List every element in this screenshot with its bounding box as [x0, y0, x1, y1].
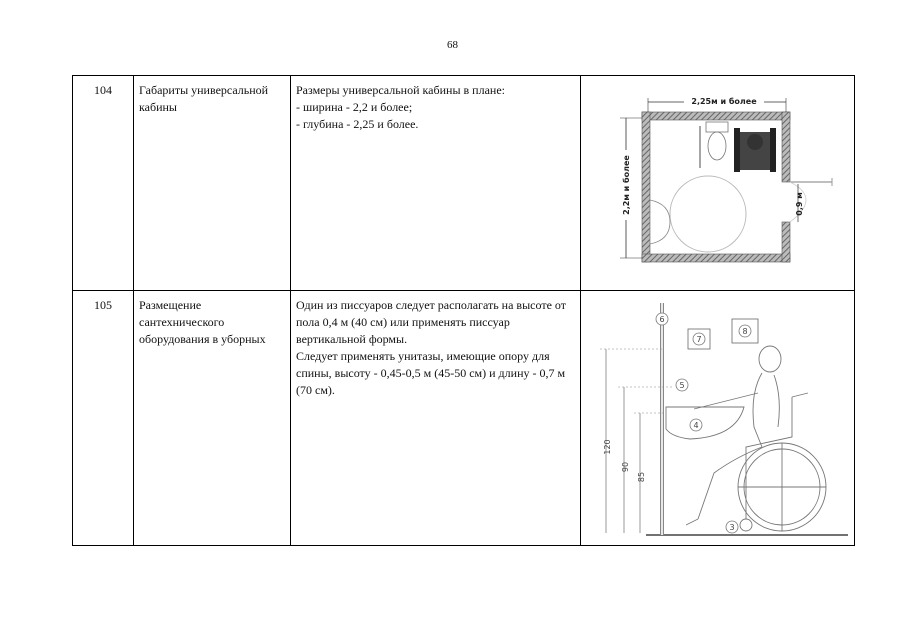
page-number: 68: [447, 39, 458, 51]
dim-label: 90: [621, 461, 630, 473]
marker-label: 8: [742, 327, 748, 336]
requirements-table: [72, 75, 855, 546]
desc-line: - ширина - 2,2 и более;: [296, 100, 413, 114]
wheelchair-symbol: [734, 128, 776, 172]
marker-label: 5: [679, 381, 685, 390]
marker-label: 4: [693, 421, 699, 430]
sink-shape: [666, 407, 744, 439]
height-dimensions: [600, 349, 676, 533]
desc-line: - глубина - 2,25 и более.: [296, 117, 419, 131]
desc-line: Размеры универсальной кабины в плане:: [296, 83, 505, 97]
table-row: [73, 291, 855, 546]
row-title: Габариты универсальной кабины: [134, 76, 291, 291]
dim-label: 85: [637, 471, 646, 483]
row-number: 104: [73, 76, 134, 291]
cabin-plan-drawing: [586, 82, 849, 282]
desc-line: Один из писсуаров следует располагать на высоте от пола 0,4 м (40 см) или применять писсуар вертикальной формы.: [296, 298, 566, 346]
marker-label: 3: [729, 523, 735, 532]
width-label: 2,25м и более: [691, 97, 757, 106]
turning-circle: [670, 176, 746, 252]
door-dimension: [790, 178, 832, 222]
door-label: 0,9 м: [795, 192, 804, 216]
desc-line: Следует применять унитазы, имеющие опору для спины, высоту - 0,45-0,5 м (45-50 см) и длину - 0,7 м (70 см).: [296, 349, 566, 397]
fixture-placement-drawing: [586, 297, 849, 537]
height-dimension: [619, 118, 642, 258]
row-title: Размещение сантехнического оборудования в уборных: [134, 291, 291, 546]
row-description: [291, 291, 581, 546]
sink-symbol: [650, 200, 670, 244]
width-dimension: [648, 95, 786, 112]
height-label: 2,2м и более: [622, 155, 631, 215]
wheelchair-side: [738, 393, 826, 531]
marker-label: 7: [696, 335, 702, 344]
marker-label: 6: [659, 315, 665, 324]
row-figure: [581, 76, 855, 291]
row-description: [291, 76, 581, 291]
dim-label: 120: [603, 439, 612, 455]
toilet-symbol: [700, 122, 728, 168]
row-figure: [581, 291, 855, 546]
table-row: [73, 76, 855, 291]
row-number: 105: [73, 291, 134, 546]
